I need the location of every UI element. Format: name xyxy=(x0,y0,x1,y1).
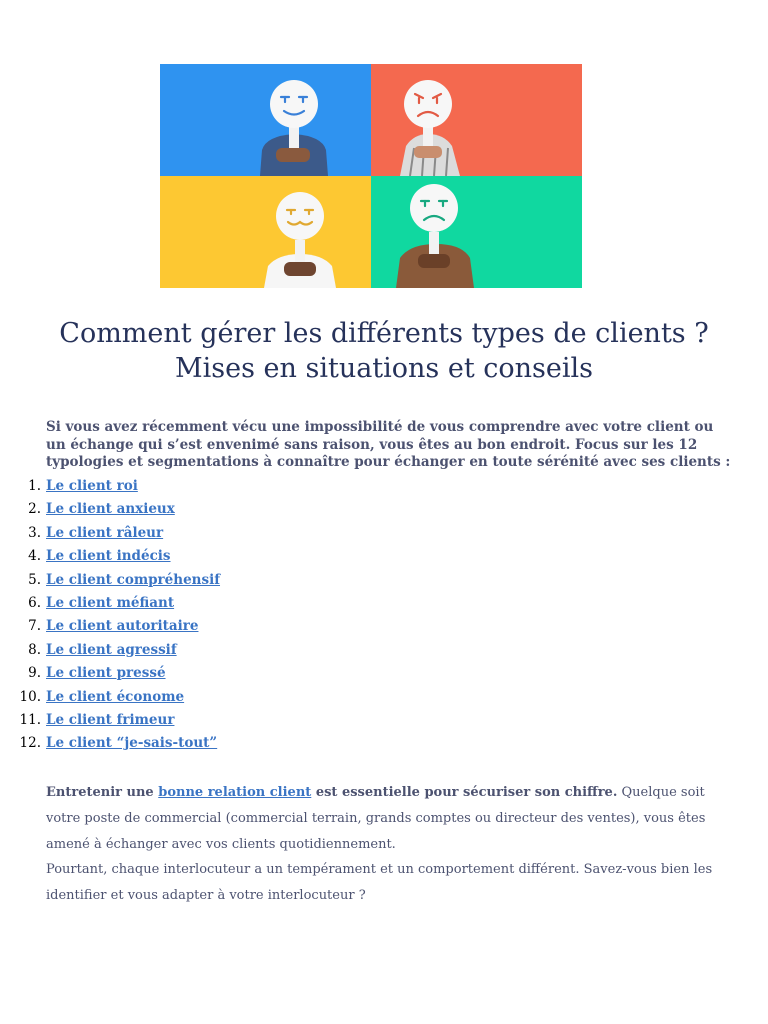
toc-item xyxy=(0,500,768,523)
panel-coral xyxy=(371,64,582,176)
toc-item xyxy=(0,734,768,757)
body-text-2: Pourtant, chaque interlocuteur a un tempérament et un comportement différent. Savez-vous bien les identifier et vous adapter à votre interlocuteur ? xyxy=(46,862,713,904)
page-title xyxy=(0,316,768,386)
toc-item xyxy=(0,688,768,711)
toc-item xyxy=(0,571,768,594)
toc-number: 3. xyxy=(28,524,41,541)
toc-link-client-je-sais-tout[interactable]: Le client “je-sais-tout” xyxy=(46,735,218,752)
toc-number: 8. xyxy=(28,641,41,658)
toc-item xyxy=(0,594,768,617)
toc-link-client-raleur[interactable]: Le client râleur xyxy=(46,524,164,541)
bonne-relation-client-link[interactable]: bonne relation client xyxy=(158,785,312,800)
toc-link-client-frimeur[interactable]: Le client frimeur xyxy=(46,711,175,728)
toc-link-client-roi[interactable]: Le client roi xyxy=(46,478,138,494)
toc-link-client-agressif[interactable]: Le client agressif xyxy=(46,641,177,658)
body-paragraph xyxy=(46,780,726,909)
toc-link-client-indecis[interactable]: Le client indécis xyxy=(46,548,171,565)
intro-paragraph: Si vous avez récemment vécu une impossibilité de vous comprendre avec votre client ou un échange qui s’est envenimé sans raison, vous êtes au bon endroit. Focus sur les 12 typologies et segmentations à connaître pour échanger en toute sérénité avec ses clients : xyxy=(46,419,731,470)
body-bold-start: Entretenir une xyxy=(46,785,159,800)
toc-number: 10. xyxy=(19,688,41,705)
toc-item xyxy=(0,477,768,500)
body-text-1: Quelque soit votre poste de commercial (commercial terrain, grands comptes ou directeur des ventes), vous êtes amené à échanger avec vos clients quotidiennement. xyxy=(46,785,706,852)
toc-number: 6. xyxy=(28,594,41,611)
toc-number: 2. xyxy=(28,501,41,518)
toc-number: 5. xyxy=(28,571,41,588)
body-bold-end: est essentielle pour sécuriser son chiffre. xyxy=(311,785,618,800)
toc-number: 7. xyxy=(28,618,41,635)
toc-number: 4. xyxy=(28,548,41,565)
table-of-contents xyxy=(0,477,768,758)
toc-number: 11. xyxy=(19,711,41,728)
title-line-1: Comment gérer les différents types de clients ? xyxy=(59,318,709,349)
toc-number: 1. xyxy=(28,478,41,494)
toc-item xyxy=(0,641,768,664)
hero-image xyxy=(160,64,582,288)
toc-item xyxy=(0,524,768,547)
toc-item xyxy=(0,711,768,734)
panel-green xyxy=(371,176,582,288)
toc-link-client-comprehensif[interactable]: Le client compréhensif xyxy=(46,571,221,588)
toc-number: 9. xyxy=(28,665,41,682)
panel-blue xyxy=(160,64,371,176)
toc-item xyxy=(0,617,768,640)
toc-number: 12. xyxy=(19,735,41,752)
panel-yellow xyxy=(160,176,371,288)
toc-link-client-anxieux[interactable]: Le client anxieux xyxy=(46,501,175,518)
toc-item xyxy=(0,547,768,570)
toc-link-client-autoritaire[interactable]: Le client autoritaire xyxy=(46,618,199,635)
toc-link-client-econome[interactable]: Le client économe xyxy=(46,688,185,705)
toc-item xyxy=(0,664,768,687)
toc-link-client-mefiant[interactable]: Le client méfiant xyxy=(46,594,175,611)
title-line-2: Mises en situations et conseils xyxy=(174,353,594,384)
toc-link-client-presse[interactable]: Le client pressé xyxy=(46,665,166,682)
